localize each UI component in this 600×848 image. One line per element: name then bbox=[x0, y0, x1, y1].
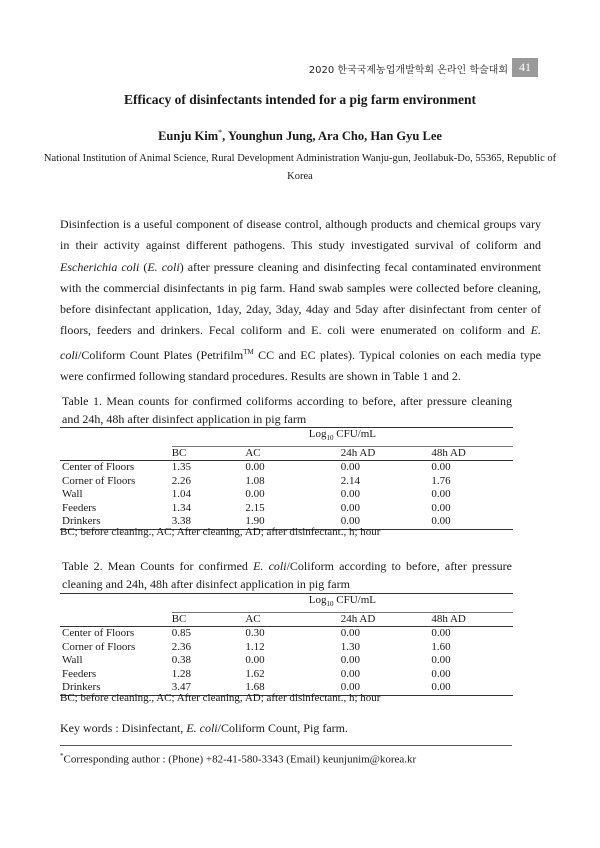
cell: 0.00 bbox=[245, 461, 265, 474]
cell: 0.00 bbox=[341, 515, 432, 529]
row-label: Corner of Floors bbox=[62, 474, 136, 487]
cell: 2.14 bbox=[340, 474, 360, 487]
corresponding-mark: * bbox=[60, 752, 64, 760]
table2-unit: Log$_{10}$ CFU/mL bbox=[172, 594, 513, 613]
cell: 2.26 bbox=[171, 474, 191, 487]
column-header: 24h AD bbox=[341, 612, 432, 627]
cell: 1.12 bbox=[245, 640, 265, 653]
cell: 0.00 bbox=[340, 461, 360, 474]
author-list bbox=[0, 128, 600, 144]
cell: 0.00 bbox=[431, 461, 451, 474]
footnote-divider bbox=[60, 745, 512, 746]
cell: 0.30 bbox=[245, 627, 265, 640]
species-abbr: E. coli bbox=[147, 259, 180, 274]
row-label: Drinkers bbox=[60, 515, 172, 529]
column-header: AC bbox=[245, 612, 340, 627]
cell: 0.00 bbox=[431, 681, 513, 695]
species-name: Escherichia coli bbox=[60, 259, 140, 274]
cell: 1.08 bbox=[245, 474, 265, 487]
table1-caption: Table 1. Mean counts for confirmed coliforms according to before, after pressure cleaning and 24h, 48h after disinfect application in pig farm bbox=[62, 394, 512, 426]
cell: 3.47 bbox=[172, 681, 246, 695]
cell: 0.38 bbox=[171, 654, 191, 667]
cell: 3.38 bbox=[172, 515, 246, 529]
abstract-text: /Coliform Count Plates (Petrifilm bbox=[78, 347, 244, 362]
table1 bbox=[60, 427, 513, 530]
cell: 0.00 bbox=[245, 488, 265, 501]
table2-header-row bbox=[60, 612, 513, 627]
table2-footnote: BC; before cleaning., AC; After cleaning, AD; after disinfectant., h; hour bbox=[60, 692, 381, 704]
conference-name: 2020 한국국제농업개발학회 온라인 학술대회 bbox=[308, 65, 508, 76]
cell: 0.00 bbox=[340, 501, 360, 514]
paper-title: Efficacy of disinfectants intended for a pig farm environment bbox=[124, 92, 476, 107]
column-header: 24h AD bbox=[341, 446, 432, 461]
row-label: Center of Floors bbox=[62, 627, 135, 640]
cell: 0.00 bbox=[340, 667, 360, 680]
cell: 1.04 bbox=[171, 488, 191, 501]
cell: 1.90 bbox=[245, 515, 340, 529]
table-row bbox=[60, 461, 513, 475]
abstract-body bbox=[60, 214, 541, 387]
table-row bbox=[60, 475, 513, 489]
row-label: Wall bbox=[62, 654, 83, 667]
cell: 0.00 bbox=[340, 627, 360, 640]
cell: 1.62 bbox=[245, 667, 265, 680]
cell: 1.35 bbox=[171, 461, 191, 474]
cell: 0.00 bbox=[340, 488, 360, 501]
table1-unit: Log$_{10}$ CFU/mL bbox=[172, 428, 513, 447]
cell: 0.00 bbox=[431, 654, 451, 667]
table1-header-row bbox=[60, 446, 513, 461]
cell: 0.00 bbox=[245, 654, 265, 667]
page-header bbox=[0, 58, 600, 78]
cell: 1.30 bbox=[340, 640, 360, 653]
column-header: 48h AD bbox=[431, 612, 513, 627]
table2-caption: Table 2. Mean Counts for confirmed E. coli/Coliform according to before, after pressure cleaning and 24h, 48h after disinfect application in pig farm bbox=[62, 559, 512, 591]
page-number: 41 bbox=[512, 58, 538, 77]
other-authors: , Younghun Jung, Ara Cho, Han Gyu Lee bbox=[222, 129, 442, 144]
row-label: Corner of Floors bbox=[62, 640, 136, 653]
column-header: 48h AD bbox=[431, 446, 513, 461]
trademark-mark: TM bbox=[243, 347, 254, 356]
cell: 0.00 bbox=[431, 501, 451, 514]
cell: 0.00 bbox=[340, 654, 360, 667]
species-abbr: E. coli bbox=[186, 721, 218, 735]
table2 bbox=[60, 593, 513, 696]
corresponding-mark: * bbox=[218, 128, 223, 137]
cell: 1.76 bbox=[431, 474, 451, 487]
column-header: BC bbox=[172, 612, 246, 627]
abstract-text: ( bbox=[139, 259, 148, 274]
table-row bbox=[60, 654, 513, 668]
abstract-text: ) after pressure cleaning and disinfecting fecal contaminated environment with the commercial disinfectants in pig farm. Hand swab samples were collected before cleaning, before disinfectant application, 1day, 2day, 3day, 4day and 5day after disinfectant from center of floors, feeders and drinkers. Fecal coliform and E. coli were enumerated on coliform and bbox=[60, 259, 541, 338]
cell: 1.28 bbox=[171, 667, 191, 680]
abstract-text: CC and EC plates). Typical colonies on each media type were confirmed following standard procedures. Results are shown in Table 1 and 2. bbox=[60, 347, 541, 384]
row-label: Drinkers bbox=[60, 681, 172, 695]
keywords: Key words : Disinfectant, E. coli/Coliform Count, Pig farm. bbox=[60, 721, 348, 735]
row-label: Feeders bbox=[62, 501, 97, 514]
table-row bbox=[60, 627, 513, 641]
cell: 2.36 bbox=[171, 640, 191, 653]
cell: 0.00 bbox=[431, 667, 451, 680]
species-abbr: E. coli bbox=[60, 323, 541, 362]
table-row bbox=[60, 668, 513, 682]
abstract-text: Disinfection is a useful component of disease control, although products and chemical groups vary in their activity against different pathogens. This study investigated survival of coliform and bbox=[60, 217, 541, 253]
first-author: Eunju Kim bbox=[158, 129, 219, 144]
column-header: BC bbox=[172, 446, 246, 461]
cell: 1.34 bbox=[171, 501, 191, 514]
cell: 0.00 bbox=[431, 515, 513, 529]
table-row bbox=[60, 641, 513, 655]
corresponding-author: *Corresponding author : (Phone) +82-41-580-3343 (Email) keunjunim@korea.kr bbox=[60, 752, 417, 766]
species-abbr: E. coli bbox=[253, 559, 287, 573]
table-row bbox=[60, 502, 513, 516]
row-label: Center of Floors bbox=[62, 461, 135, 474]
cell: 1.60 bbox=[431, 640, 451, 653]
table-row bbox=[60, 488, 513, 502]
cell: 2.15 bbox=[245, 501, 265, 514]
column-header: AC bbox=[245, 446, 340, 461]
cell: 0.85 bbox=[171, 627, 191, 640]
cell: 0.00 bbox=[341, 681, 432, 695]
table1-footnote: BC; before cleaning., AC; After cleaning, AD; after disinfectant., h; hour bbox=[60, 526, 381, 538]
row-label: Wall bbox=[62, 488, 83, 501]
cell: 1.68 bbox=[245, 681, 340, 695]
affiliation: National Institution of Animal Science, Rural Development Administration Wanju-gun, Jeollabuk-Do, 55365, Republic of Korea bbox=[43, 153, 557, 182]
row-label: Feeders bbox=[62, 667, 97, 680]
cell: 0.00 bbox=[431, 627, 451, 640]
cell: 0.00 bbox=[431, 488, 451, 501]
